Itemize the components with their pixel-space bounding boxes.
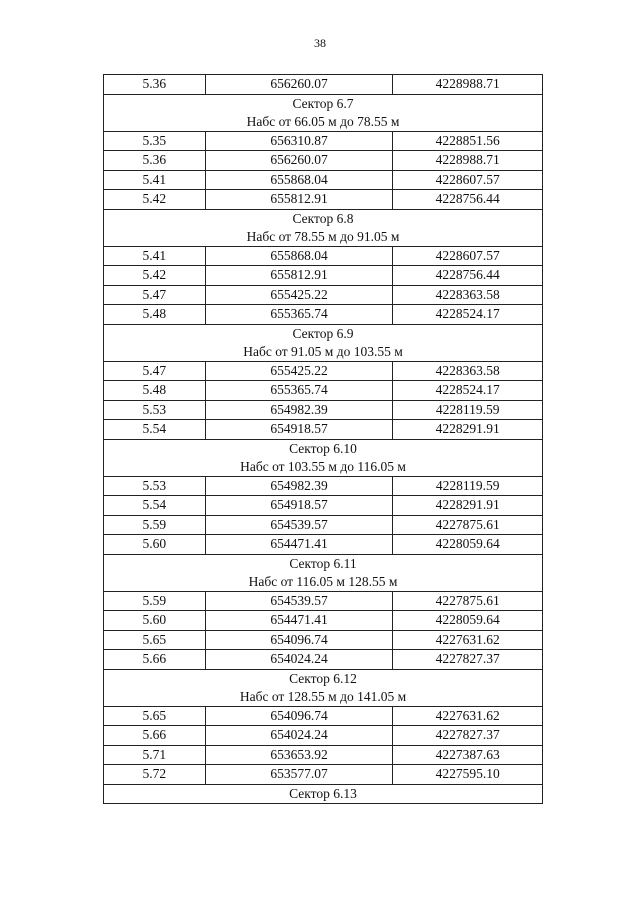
sector-header-row — [104, 669, 543, 706]
point-cell: 5.53 — [104, 476, 206, 496]
sector-header — [104, 94, 543, 131]
sector-title: Сектор 6.8 — [292, 210, 354, 226]
x-coordinate-cell: 654096.74 — [205, 630, 393, 650]
y-coordinate-cell: 4228291.91 — [393, 420, 543, 440]
point-cell: 5.36 — [104, 151, 206, 171]
y-coordinate-cell: 4228607.57 — [393, 170, 543, 190]
sector-header — [104, 209, 543, 246]
y-coordinate-cell: 4227595.10 — [393, 765, 543, 785]
x-coordinate-cell: 654982.39 — [205, 476, 393, 496]
sector-height-range: Набс от 103.55 м до 116.05 м — [240, 458, 406, 474]
sector-title: Сектор 6.9 — [292, 325, 354, 341]
sector-title: Сектор 6.10 — [289, 440, 357, 456]
point-cell: 5.66 — [104, 726, 206, 746]
table-row — [104, 706, 543, 726]
table-row — [104, 285, 543, 305]
y-coordinate-cell: 4228119.59 — [393, 400, 543, 420]
sector-header-row — [104, 784, 543, 804]
table-row — [104, 381, 543, 401]
point-cell: 5.48 — [104, 381, 206, 401]
page-number: 38 — [314, 36, 326, 50]
sector-height-range: Набс от 128.55 м до 141.05 м — [239, 688, 407, 704]
y-coordinate-cell: 4228524.17 — [393, 305, 543, 325]
x-coordinate-cell: 656260.07 — [205, 75, 393, 95]
point-cell: 5.66 — [104, 650, 206, 670]
sector-height-range: Набс от 66.05 м до 78.55 м — [246, 113, 400, 129]
point-cell: 5.72 — [104, 765, 206, 785]
point-cell: 5.60 — [104, 611, 206, 631]
x-coordinate-cell: 655812.91 — [205, 266, 393, 286]
point-cell: 5.41 — [104, 170, 206, 190]
x-coordinate-cell: 654471.41 — [205, 611, 393, 631]
x-coordinate-cell: 654471.41 — [205, 535, 393, 555]
x-coordinate-cell: 655425.22 — [205, 361, 393, 381]
table-row — [104, 765, 543, 785]
sector-header-row — [104, 324, 543, 361]
x-coordinate-cell: 655365.74 — [205, 381, 393, 401]
sector-title: Сектор 6.7 — [292, 95, 354, 111]
table-row — [104, 305, 543, 325]
x-coordinate-cell: 654024.24 — [205, 726, 393, 746]
y-coordinate-cell: 4227875.61 — [393, 515, 543, 535]
table-row — [104, 515, 543, 535]
sector-height-range: Набс от 91.05 м до 103.55 м — [243, 343, 403, 359]
x-coordinate-cell: 654024.24 — [205, 650, 393, 670]
point-cell: 5.54 — [104, 420, 206, 440]
x-coordinate-cell: 655425.22 — [205, 285, 393, 305]
x-coordinate-cell: 653577.07 — [205, 765, 393, 785]
sector-header — [104, 324, 543, 361]
point-cell: 5.59 — [104, 591, 206, 611]
table-row — [104, 726, 543, 746]
table-row — [104, 591, 543, 611]
sector-header-row — [104, 554, 543, 591]
point-cell: 5.47 — [104, 285, 206, 305]
point-cell: 5.60 — [104, 535, 206, 555]
sector-header-row — [104, 94, 543, 131]
table-row — [104, 190, 543, 210]
x-coordinate-cell: 654539.57 — [205, 591, 393, 611]
sector-header-row — [104, 209, 543, 246]
point-cell: 5.47 — [104, 361, 206, 381]
point-cell: 5.65 — [104, 630, 206, 650]
table-row — [104, 745, 543, 765]
point-cell: 5.41 — [104, 246, 206, 266]
table-row — [104, 246, 543, 266]
table-row — [104, 630, 543, 650]
y-coordinate-cell: 4227387.63 — [393, 745, 543, 765]
y-coordinate-cell: 4227631.62 — [393, 630, 543, 650]
table-row — [104, 476, 543, 496]
y-coordinate-cell: 4227827.37 — [393, 726, 543, 746]
sector-header — [104, 669, 543, 706]
x-coordinate-cell: 654096.74 — [205, 706, 393, 726]
table-row — [104, 151, 543, 171]
point-cell: 5.53 — [104, 400, 206, 420]
y-coordinate-cell: 4228524.17 — [393, 381, 543, 401]
y-coordinate-cell: 4227875.61 — [393, 591, 543, 611]
y-coordinate-cell: 4228363.58 — [393, 361, 543, 381]
x-coordinate-cell: 655812.91 — [205, 190, 393, 210]
y-coordinate-cell: 4228988.71 — [393, 75, 543, 95]
y-coordinate-cell: 4228756.44 — [393, 266, 543, 286]
table-row — [104, 611, 543, 631]
sector-height-range: Набс от 78.55 м до 91.05 м — [246, 228, 400, 244]
table-row — [104, 361, 543, 381]
table-row — [104, 266, 543, 286]
table-row — [104, 131, 543, 151]
table-row — [104, 535, 543, 555]
y-coordinate-cell: 4228851.56 — [393, 131, 543, 151]
y-coordinate-cell: 4228988.71 — [393, 151, 543, 171]
point-cell: 5.54 — [104, 496, 206, 516]
y-coordinate-cell: 4228363.58 — [393, 285, 543, 305]
x-coordinate-cell: 654982.39 — [205, 400, 393, 420]
x-coordinate-cell: 655868.04 — [205, 170, 393, 190]
table-row — [104, 170, 543, 190]
y-coordinate-cell: 4228756.44 — [393, 190, 543, 210]
point-cell: 5.65 — [104, 706, 206, 726]
point-cell: 5.71 — [104, 745, 206, 765]
y-coordinate-cell: 4228291.91 — [393, 496, 543, 516]
x-coordinate-cell: 656310.87 — [205, 131, 393, 151]
point-cell: 5.42 — [104, 190, 206, 210]
y-coordinate-cell: 4227631.62 — [393, 706, 543, 726]
point-cell: 5.35 — [104, 131, 206, 151]
y-coordinate-cell: 4228059.64 — [393, 611, 543, 631]
table-row — [104, 420, 543, 440]
table-row — [104, 400, 543, 420]
y-coordinate-cell: 4227827.37 — [393, 650, 543, 670]
x-coordinate-cell: 653653.92 — [205, 745, 393, 765]
table-row — [104, 496, 543, 516]
table-row — [104, 650, 543, 670]
x-coordinate-cell: 654918.57 — [205, 496, 393, 516]
table-row — [104, 75, 543, 95]
x-coordinate-cell: 654918.57 — [205, 420, 393, 440]
x-coordinate-cell: 654539.57 — [205, 515, 393, 535]
coordinates-table — [103, 74, 543, 804]
sector-title: Сектор 6.13 — [104, 784, 543, 804]
sector-title: Сектор 6.12 — [289, 670, 357, 686]
sector-header — [104, 554, 543, 591]
sector-height-range: Набс от 116.05 м 128.55 м — [248, 573, 398, 589]
sector-header-row — [104, 439, 543, 476]
sector-header — [104, 439, 543, 476]
y-coordinate-cell: 4228607.57 — [393, 246, 543, 266]
sector-title: Сектор 6.11 — [289, 555, 357, 571]
point-cell: 5.42 — [104, 266, 206, 286]
point-cell: 5.36 — [104, 75, 206, 95]
y-coordinate-cell: 4228059.64 — [393, 535, 543, 555]
x-coordinate-cell: 656260.07 — [205, 151, 393, 171]
point-cell: 5.48 — [104, 305, 206, 325]
point-cell: 5.59 — [104, 515, 206, 535]
x-coordinate-cell: 655868.04 — [205, 246, 393, 266]
coordinates-table-body — [104, 75, 543, 804]
y-coordinate-cell: 4228119.59 — [393, 476, 543, 496]
x-coordinate-cell: 655365.74 — [205, 305, 393, 325]
